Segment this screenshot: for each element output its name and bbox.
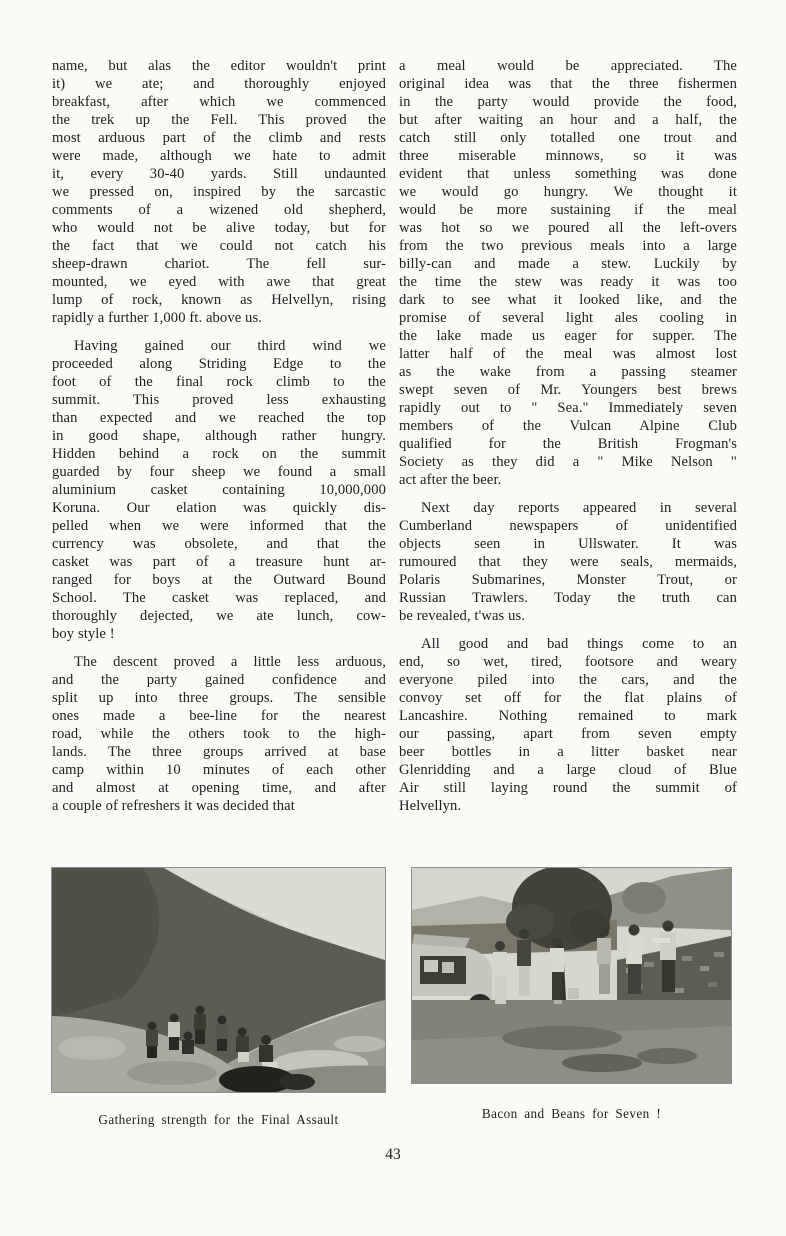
text-line: Helvellyn. (399, 798, 462, 814)
text-line: were made, although we hate to admit (52, 148, 386, 164)
text-line: from the two previous meals into a large (399, 238, 737, 254)
text-line: lands. The three groups arrived at base (52, 744, 386, 760)
text-line: pelled when we were informed that the (52, 518, 386, 534)
text-line: proceeded along Striding Edge to the (52, 356, 386, 372)
text-line: All good and bad things come to an (421, 636, 737, 652)
text-line: ranged for boys at the Outward Bound (52, 572, 386, 588)
text-line: thoroughly dejected, we ate lunch, cow- (52, 608, 386, 624)
text-line: ones made a bee-line for the nearest (52, 708, 386, 724)
text-line: objects seen in Ullswater. It was (399, 536, 737, 552)
text-line: guarded by four sheep we found a small (52, 464, 386, 480)
text-line: in good shape, although rather hungry. (52, 428, 386, 444)
text-line: the trek up the Fell. This proved the (52, 112, 386, 128)
text-line: it) we ate; and thoroughly enjoyed (52, 76, 386, 92)
text-line: Air still laying round the summit of (399, 780, 737, 796)
text-line: qualified for the British Frogman's (399, 436, 737, 452)
paragraph (52, 653, 386, 815)
text-line: everyone piled into the cars, and the (399, 672, 737, 688)
text-line: would be more sustaining if the meal (399, 202, 737, 218)
text-line: swept seven of Mr. Youngers best brews (399, 382, 737, 398)
text-line: dark to see what it looked like, and the (399, 292, 737, 308)
text-line: Hidden behind a rock on the summit (52, 446, 386, 462)
text-line: three miserable minnows, so it was (399, 148, 737, 164)
text-line: rapidly out to " Sea." Immediately seven (399, 400, 737, 416)
text-line: in the party would provide the food, (399, 94, 737, 110)
text-line: breakfast, after which we commenced (52, 94, 386, 110)
paragraph (399, 499, 737, 625)
right-text-column (399, 57, 737, 815)
text-line: beer bottles in a litter basket near (399, 744, 737, 760)
text-line: road, while the others took to the high- (52, 726, 386, 742)
photo-caption-left: Gathering strength for the Final Assault (98, 1112, 339, 1127)
text-line: aluminium casket containing 10,000,000 (52, 482, 386, 498)
text-line: name, but alas the editor wouldn't print (52, 58, 386, 74)
text-line: evident that unless something was done (399, 166, 737, 182)
text-line: camp within 10 minutes of each other (52, 762, 386, 778)
text-line: act after the beer. (399, 472, 502, 488)
text-line: sheep-drawn chariot. The fell sur- (52, 256, 386, 272)
text-line: original idea was that the three fishermen (399, 76, 737, 92)
text-line: School. The casket was replaced, and (52, 590, 386, 606)
paragraph (52, 57, 386, 327)
paragraph (52, 337, 386, 643)
text-line: the lake made us eager for supper. The (399, 328, 737, 344)
text-line: we pressed on, inspired by the sarcastic (52, 184, 386, 200)
text-line: the fact that we could not catch his (52, 238, 386, 254)
text-line: our passing, apart from seven empty (399, 726, 737, 742)
text-line: boy style ! (52, 626, 115, 642)
text-line: Koruna. Our elation was quickly dis- (52, 500, 386, 516)
text-line: summit. This proved less exhausting (52, 392, 386, 408)
text-line: Lancashire. Nothing remained to mark (399, 708, 737, 724)
text-line: comments of a wizened old shepherd, (52, 202, 386, 218)
text-line: foot of the final rock climb to the (52, 374, 386, 390)
text-line: casket was part of a treasure hunt ar- (52, 554, 386, 570)
photo-left-illustration (52, 868, 385, 1092)
left-text-column (52, 57, 386, 815)
text-line: catch still only totalled one trout and (399, 130, 737, 146)
text-line: we would go hungry. We thought it (399, 184, 737, 200)
text-line: than expected and we reached the top (52, 410, 386, 426)
paragraph (399, 57, 737, 489)
text-line: a meal would be appreciated. The (399, 58, 737, 74)
photo-bacon-and-beans (412, 868, 731, 1083)
photo-caption-right: Bacon and Beans for Seven ! (481, 1106, 662, 1121)
text-line: Glenridding and a large cloud of Blue (399, 762, 737, 778)
text-line: end, so wet, tired, footsore and weary (399, 654, 737, 670)
text-line: Polaris Submarines, Monster Trout, or (399, 572, 737, 588)
text-line: most arduous part of the climb and rests (52, 130, 386, 146)
text-line: be revealed, t'was us. (399, 608, 525, 624)
text-line: Society as they did a " Mike Nelson " (399, 454, 737, 470)
text-line: as the wake from a passing steamer (399, 364, 737, 380)
text-line: and almost at opening time, and after (52, 780, 386, 796)
text-line: latter half of the meal was almost lost (399, 346, 737, 362)
text-line: promise of several light ales cooling in (399, 310, 737, 326)
text-line: it, every 30-40 yards. Still undaunted (52, 166, 386, 182)
text-line: The descent proved a little less arduous, (74, 654, 386, 670)
text-line: and the party gained confidence and (52, 672, 386, 688)
text-line: Cumberland newspapers of unidentified (399, 518, 737, 534)
text-line: the time the stew was ready it was too (399, 274, 737, 290)
text-line: but after waiting an hour and a half, the (399, 112, 737, 128)
text-line: lump of rock, known as Helvellyn, rising (52, 292, 386, 308)
text-line: was hot so we poured all the left-overs (399, 220, 737, 236)
text-line: billy-can and made a stew. Luckily by (399, 256, 737, 272)
text-line: a couple of refreshers it was decided that (52, 798, 295, 814)
text-line: currency was obsolete, and that the (52, 536, 386, 552)
text-line: members of the Vulcan Alpine Club (399, 418, 737, 434)
text-line: split up into three groups. The sensible (52, 690, 386, 706)
text-line: rumoured that they were seals, mermaids, (399, 554, 737, 570)
text-line: who would not be alive today, but for (52, 220, 386, 236)
page-number: 43 (385, 1146, 401, 1163)
photo-gathering-strength (52, 868, 385, 1092)
text-line: Next day reports appeared in several (421, 500, 737, 516)
text-line: mounted, we eyed with awe that great (52, 274, 386, 290)
photo-right-illustration (412, 868, 731, 1083)
paragraph (399, 635, 737, 815)
text-line: convoy set off for the flat plains of (399, 690, 737, 706)
text-line: Russian Trawlers. Today the truth can (399, 590, 737, 606)
text-line: rapidly a further 1,000 ft. above us. (52, 310, 262, 326)
text-line: Having gained our third wind we (74, 338, 386, 354)
